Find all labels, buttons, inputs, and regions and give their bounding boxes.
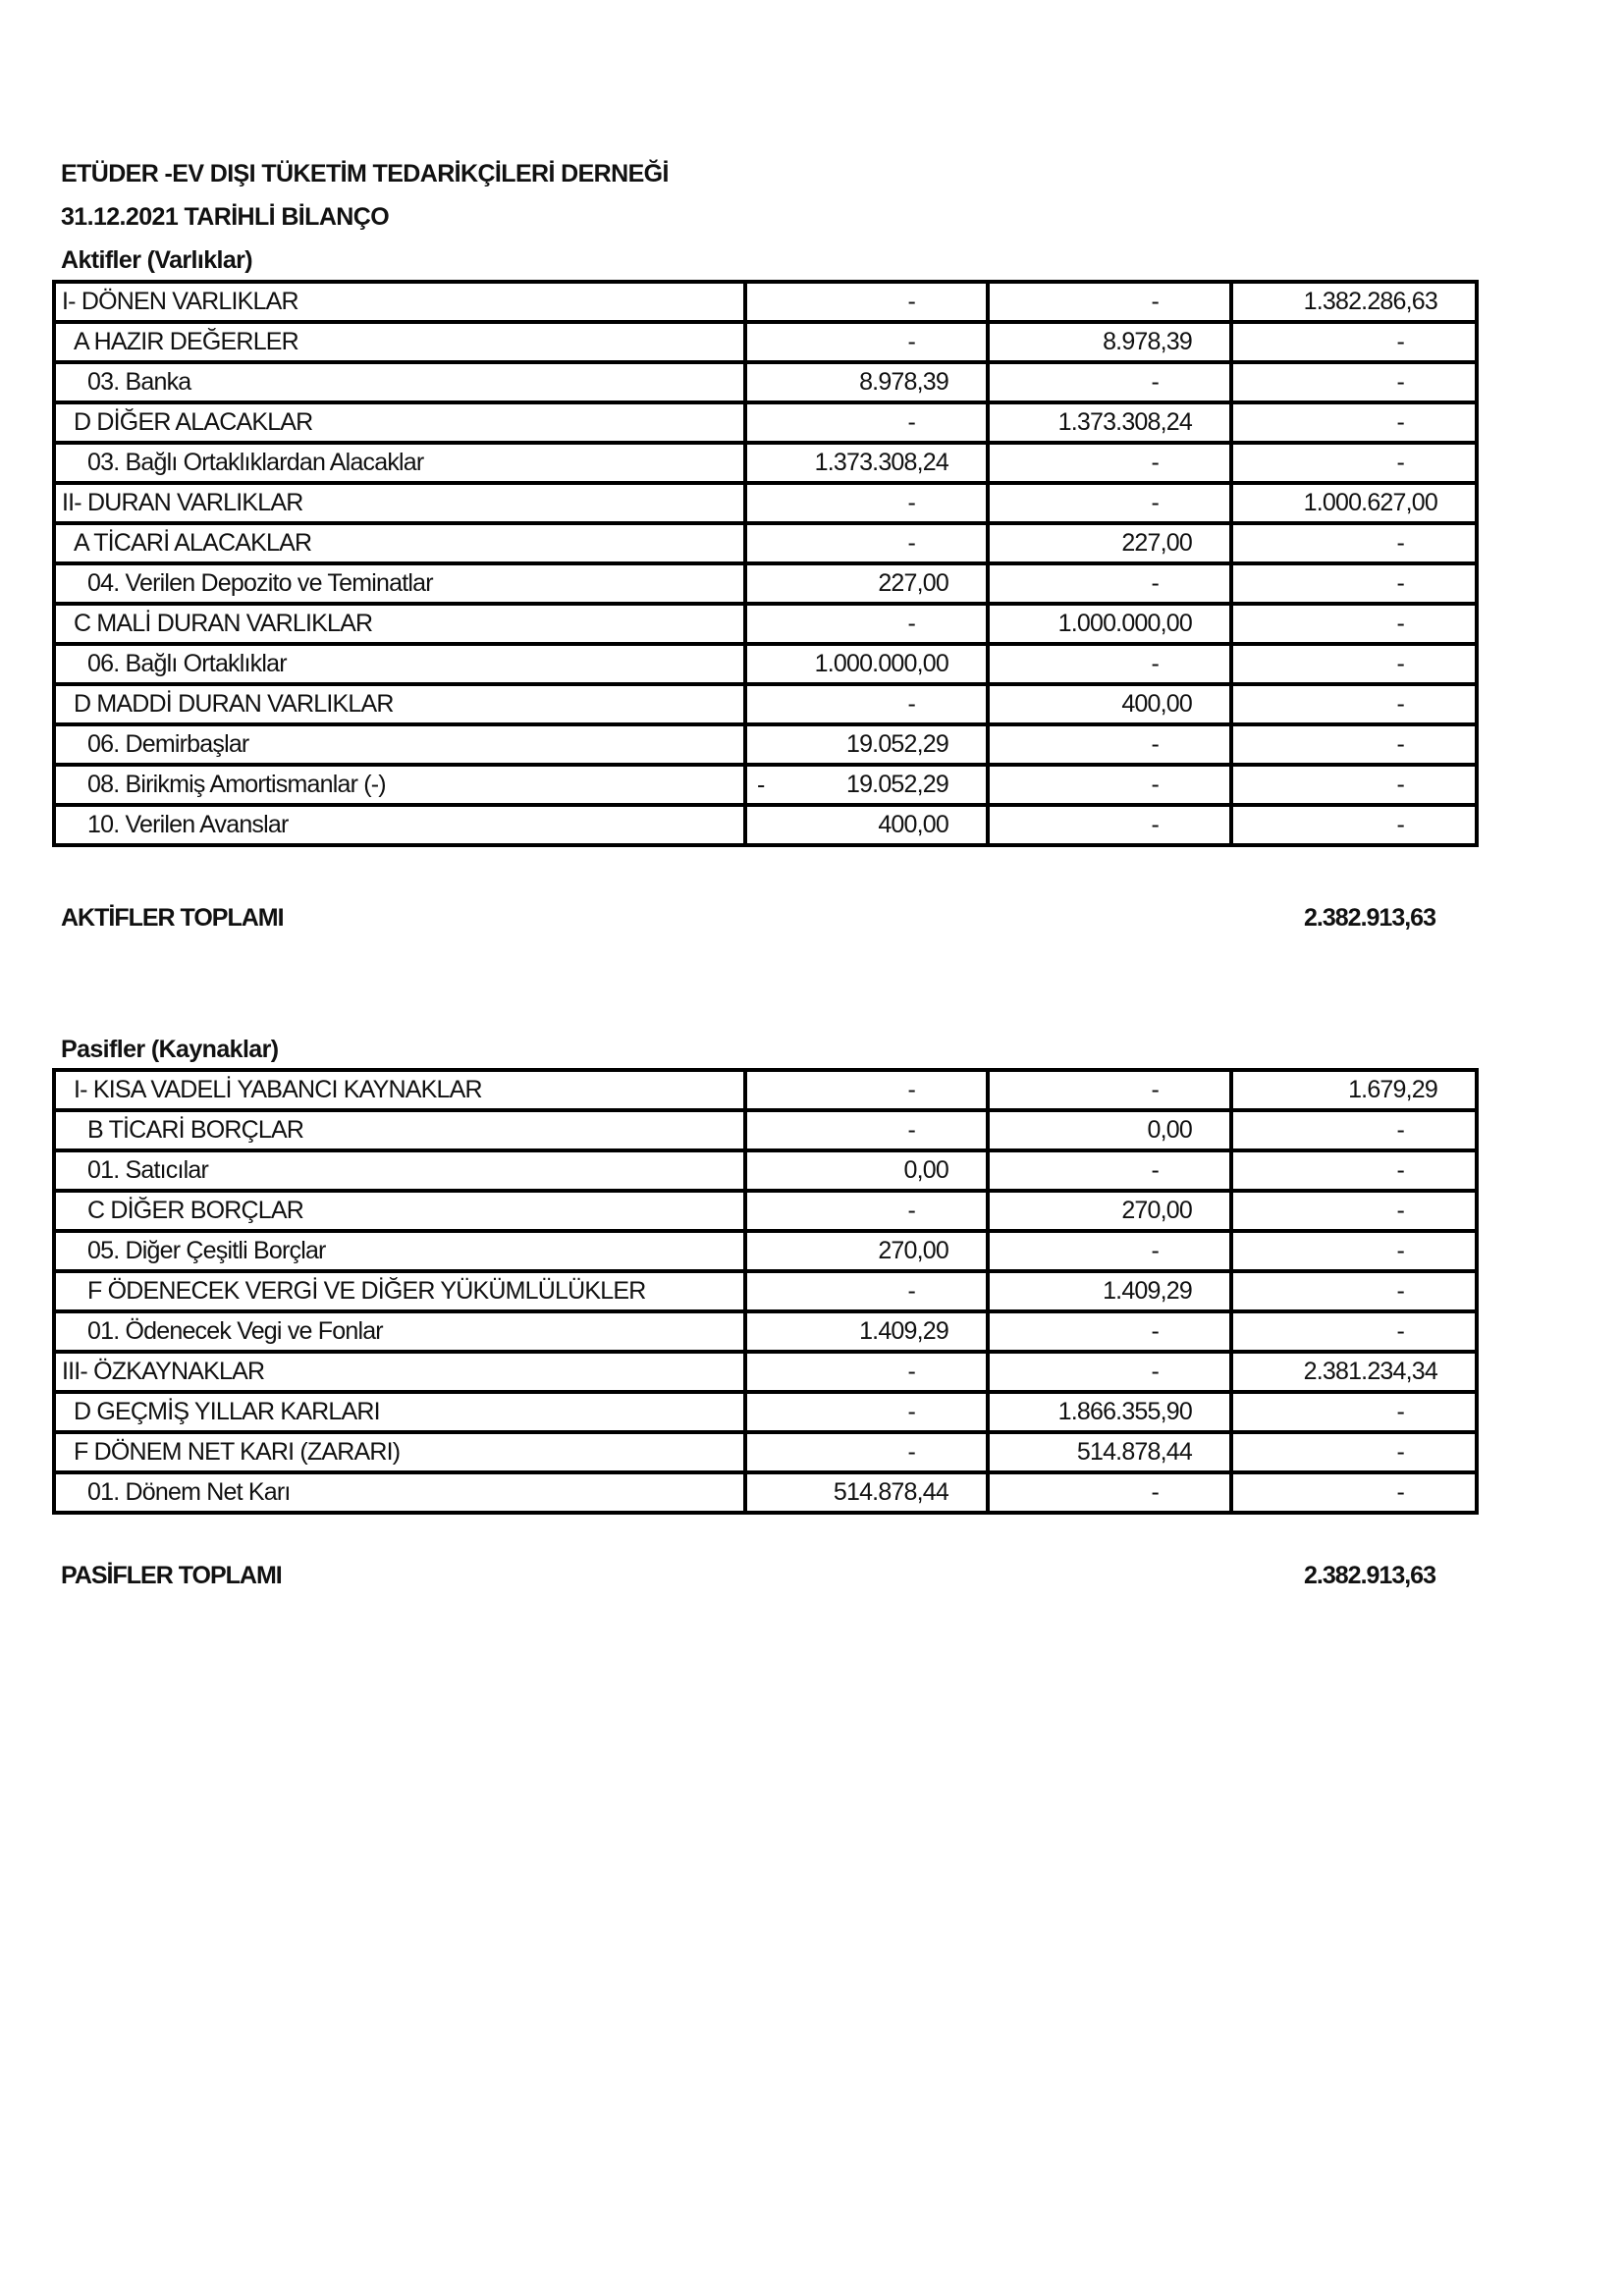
row-label: III- ÖZKAYNAKLAR (54, 1352, 745, 1392)
amount-c2 (988, 483, 1231, 523)
amount-value: 0,00 (1147, 1116, 1192, 1144)
amount-value: - (1151, 489, 1159, 516)
amount-value: - (907, 408, 915, 436)
table-row (54, 523, 1477, 563)
amount-value: 1.866.355,90 (1057, 1398, 1192, 1425)
row-label: D MADDİ DURAN VARLIKLAR (54, 684, 745, 724)
amount-c1 (745, 483, 988, 523)
row-label: 08. Birikmiş Amortismanlar (-) (54, 765, 745, 805)
assets-total-label: AKTİFLER TOPLAMI (61, 904, 284, 932)
amount-c3 (1231, 1311, 1477, 1352)
amount-c3 (1231, 604, 1477, 644)
table-row (54, 1070, 1477, 1110)
table-row (54, 724, 1477, 765)
amount-c1 (745, 765, 988, 805)
row-label: F DÖNEM NET KARI (ZARARI) (54, 1432, 745, 1472)
amount-c3 (1231, 1150, 1477, 1191)
amount-value: 8.978,39 (859, 368, 948, 396)
amount-c2 (988, 1150, 1231, 1191)
amount-c3 (1231, 805, 1477, 845)
row-label: 04. Verilen Depozito ve Teminatlar (54, 563, 745, 604)
amount-value: - (1396, 610, 1404, 637)
amount-value: 400,00 (878, 811, 948, 838)
table-row (54, 282, 1477, 322)
amount-value: - (1151, 1478, 1159, 1506)
amount-value: - (1396, 368, 1404, 396)
amount-value: 19.052,29 (845, 771, 948, 798)
amount-value: - (907, 1277, 915, 1305)
amount-value: - (1396, 690, 1404, 718)
amount-value: 514.878,44 (833, 1478, 948, 1506)
amount-c3 (1231, 282, 1477, 322)
amount-c1 (745, 402, 988, 443)
amount-c1 (745, 684, 988, 724)
amount-c2 (988, 1070, 1231, 1110)
table-row (54, 1432, 1477, 1472)
amount-c3 (1231, 1472, 1477, 1513)
row-label: 10. Verilen Avanslar (54, 805, 745, 845)
row-label: 06. Bağlı Ortaklıklar (54, 644, 745, 684)
amount-value: - (1396, 1116, 1404, 1144)
amount-value: - (1151, 1358, 1159, 1385)
table-row (54, 1392, 1477, 1432)
amount-c1 (745, 362, 988, 402)
amount-c3 (1231, 644, 1477, 684)
row-label: 03. Bağlı Ortaklıklardan Alacaklar (54, 443, 745, 483)
amount-c3 (1231, 1231, 1477, 1271)
amount-c3 (1231, 1352, 1477, 1392)
amount-c2 (988, 724, 1231, 765)
amount-c1 (745, 523, 988, 563)
amount-c1 (745, 1311, 988, 1352)
amount-c1 (745, 1432, 988, 1472)
row-label: C DİĞER BORÇLAR (54, 1191, 745, 1231)
amount-c2 (988, 765, 1231, 805)
amount-c1 (745, 1271, 988, 1311)
amount-value: 270,00 (1121, 1197, 1192, 1224)
amount-value: 227,00 (1121, 529, 1192, 557)
table-row (54, 362, 1477, 402)
amount-c3 (1231, 1432, 1477, 1472)
amount-value: - (907, 489, 915, 516)
table-row (54, 1191, 1477, 1231)
amount-c1 (745, 1070, 988, 1110)
amount-value: - (1151, 449, 1159, 476)
amount-c2 (988, 1110, 1231, 1150)
amount-value: - (907, 1358, 915, 1385)
table-row (54, 443, 1477, 483)
amount-c2 (988, 805, 1231, 845)
liabilities-table (52, 1068, 1479, 1515)
table-row (54, 483, 1477, 523)
amount-value: - (1396, 650, 1404, 677)
amount-c2 (988, 563, 1231, 604)
amount-value: - (1151, 1076, 1159, 1103)
assets-table (52, 280, 1479, 847)
amount-value: 514.878,44 (1076, 1438, 1192, 1466)
amount-c2 (988, 1231, 1231, 1271)
amount-c3 (1231, 765, 1477, 805)
amount-value: - (1151, 1237, 1159, 1264)
amount-value: 1.679,29 (1348, 1076, 1437, 1103)
amount-c3 (1231, 1271, 1477, 1311)
table-row (54, 644, 1477, 684)
table-row (54, 604, 1477, 644)
amount-value: 8.978,39 (1103, 328, 1192, 355)
amount-value: - (907, 690, 915, 718)
amount-c1 (745, 1191, 988, 1231)
amount-value: - (1396, 1197, 1404, 1224)
amount-c1 (745, 724, 988, 765)
liabilities-heading: Pasifler (Kaynaklar) (61, 1036, 279, 1063)
row-label: C MALİ DURAN VARLIKLAR (54, 604, 745, 644)
amount-value: - (1396, 1156, 1404, 1184)
row-label: A TİCARİ ALACAKLAR (54, 523, 745, 563)
amount-c2 (988, 402, 1231, 443)
amount-c2 (988, 282, 1231, 322)
amount-c1 (745, 805, 988, 845)
amount-value: - (1396, 771, 1404, 798)
row-label: 01. Dönem Net Karı (54, 1472, 745, 1513)
amount-value: - (1396, 1398, 1404, 1425)
row-label: I- DÖNEN VARLIKLAR (54, 282, 745, 322)
amount-value: 400,00 (1121, 690, 1192, 718)
amount-c3 (1231, 724, 1477, 765)
amount-c3 (1231, 684, 1477, 724)
amount-c3 (1231, 362, 1477, 402)
amount-value: - (907, 1438, 915, 1466)
amount-c2 (988, 1392, 1231, 1432)
amount-value: - (1151, 730, 1159, 758)
row-label: II- DURAN VARLIKLAR (54, 483, 745, 523)
amount-value: - (907, 610, 915, 637)
amount-c1 (745, 282, 988, 322)
row-label: D GEÇMİŞ YILLAR KARLARI (54, 1392, 745, 1432)
amount-c2 (988, 362, 1231, 402)
amount-c3 (1231, 1191, 1477, 1231)
amount-value: - (1151, 288, 1159, 315)
amount-value: 19.052,29 (845, 730, 948, 758)
liabilities-total-value: 2.382.913,63 (1304, 1562, 1435, 1589)
amount-value: - (1151, 1156, 1159, 1184)
assets-total-value: 2.382.913,63 (1304, 904, 1435, 932)
amount-c2 (988, 644, 1231, 684)
amount-value: - (907, 1116, 915, 1144)
table-row (54, 1311, 1477, 1352)
amount-value: - (907, 529, 915, 557)
amount-value: - (1151, 1317, 1159, 1345)
row-label: B TİCARİ BORÇLAR (54, 1110, 745, 1150)
amount-value: 1.373.308,24 (814, 449, 948, 476)
amount-value: - (907, 1197, 915, 1224)
amount-c1 (745, 1352, 988, 1392)
table-row (54, 1271, 1477, 1311)
amount-c2 (988, 1352, 1231, 1392)
amount-value: 1.000.627,00 (1303, 489, 1437, 516)
amount-c2 (988, 1271, 1231, 1311)
amount-value: - (907, 1398, 915, 1425)
table-row (54, 563, 1477, 604)
amount-value: 1.409,29 (859, 1317, 948, 1345)
amount-c1 (745, 1150, 988, 1191)
table-row (54, 1150, 1477, 1191)
amount-c1 (745, 1472, 988, 1513)
amount-value: 270,00 (878, 1237, 948, 1264)
amount-value: - (1396, 1237, 1404, 1264)
amount-value: - (907, 328, 915, 355)
amount-value: - (1151, 771, 1159, 798)
amount-c1 (745, 1110, 988, 1150)
table-row (54, 1231, 1477, 1271)
amount-value: 1.373.308,24 (1057, 408, 1192, 436)
amount-c2 (988, 1472, 1231, 1513)
amount-c3 (1231, 1070, 1477, 1110)
amount-c1 (745, 1231, 988, 1271)
amount-c3 (1231, 523, 1477, 563)
amount-c1 (745, 322, 988, 362)
table-row (54, 805, 1477, 845)
amount-c3 (1231, 443, 1477, 483)
amount-c3 (1231, 483, 1477, 523)
amount-c3 (1231, 322, 1477, 362)
amount-c2 (988, 443, 1231, 483)
negative-sign: - (757, 771, 765, 798)
amount-c3 (1231, 1110, 1477, 1150)
amount-value: - (1396, 328, 1404, 355)
amount-c1 (745, 563, 988, 604)
row-label: 05. Diğer Çeşitli Borçlar (54, 1231, 745, 1271)
table-row (54, 765, 1477, 805)
amount-value: - (907, 1076, 915, 1103)
amount-c1 (745, 1392, 988, 1432)
amount-value: - (1151, 569, 1159, 597)
amount-value: - (1151, 368, 1159, 396)
row-label: D DİĞER ALACAKLAR (54, 402, 745, 443)
amount-c1 (745, 644, 988, 684)
table-row (54, 1352, 1477, 1392)
amount-value: - (1396, 1478, 1404, 1506)
row-label: 03. Banka (54, 362, 745, 402)
amount-value: 1.382.286,63 (1303, 288, 1437, 315)
row-label: 01. Satıcılar (54, 1150, 745, 1191)
amount-value: - (1396, 811, 1404, 838)
amount-value: 1.409,29 (1103, 1277, 1192, 1305)
amount-value: - (1151, 811, 1159, 838)
row-label: 06. Demirbaşlar (54, 724, 745, 765)
amount-c3 (1231, 563, 1477, 604)
table-row (54, 402, 1477, 443)
table-row (54, 1472, 1477, 1513)
assets-heading: Aktifler (Varlıklar) (61, 246, 253, 274)
document-title: 31.12.2021 TARİHLİ BİLANÇO (61, 203, 390, 231)
row-label: A HAZIR DEĞERLER (54, 322, 745, 362)
row-label: 01. Ödenecek Vegi ve Fonlar (54, 1311, 745, 1352)
amount-value: - (1151, 650, 1159, 677)
amount-c2 (988, 1191, 1231, 1231)
amount-c2 (988, 1311, 1231, 1352)
amount-c2 (988, 322, 1231, 362)
amount-c3 (1231, 402, 1477, 443)
amount-value: - (1396, 1317, 1404, 1345)
amount-c2 (988, 604, 1231, 644)
amount-c1 (745, 443, 988, 483)
liabilities-total-label: PASİFLER TOPLAMI (61, 1562, 282, 1589)
amount-c2 (988, 1432, 1231, 1472)
row-label: F ÖDENECEK VERGİ VE DİĞER YÜKÜMLÜLÜKLER (54, 1271, 745, 1311)
amount-value: - (1396, 1277, 1404, 1305)
amount-value: - (907, 288, 915, 315)
organization-name: ETÜDER -EV DIŞI TÜKETİM TEDARİKÇİLERİ DERNEĞİ (61, 160, 669, 187)
amount-value: 1.000.000,00 (1057, 610, 1192, 637)
amount-value: - (1396, 449, 1404, 476)
table-row (54, 1110, 1477, 1150)
amount-value: 2.381.234,34 (1303, 1358, 1437, 1385)
table-row (54, 322, 1477, 362)
amount-c2 (988, 684, 1231, 724)
amount-value: 0,00 (903, 1156, 948, 1184)
amount-c2 (988, 523, 1231, 563)
amount-c1 (745, 604, 988, 644)
amount-value: 1.000.000,00 (814, 650, 948, 677)
row-label: I- KISA VADELİ YABANCI KAYNAKLAR (54, 1070, 745, 1110)
amount-value: - (1396, 529, 1404, 557)
amount-value: - (1396, 408, 1404, 436)
amount-value: - (1396, 569, 1404, 597)
amount-value: - (1396, 1438, 1404, 1466)
amount-value: - (1396, 730, 1404, 758)
amount-c3 (1231, 1392, 1477, 1432)
table-row (54, 684, 1477, 724)
amount-value: 227,00 (878, 569, 948, 597)
